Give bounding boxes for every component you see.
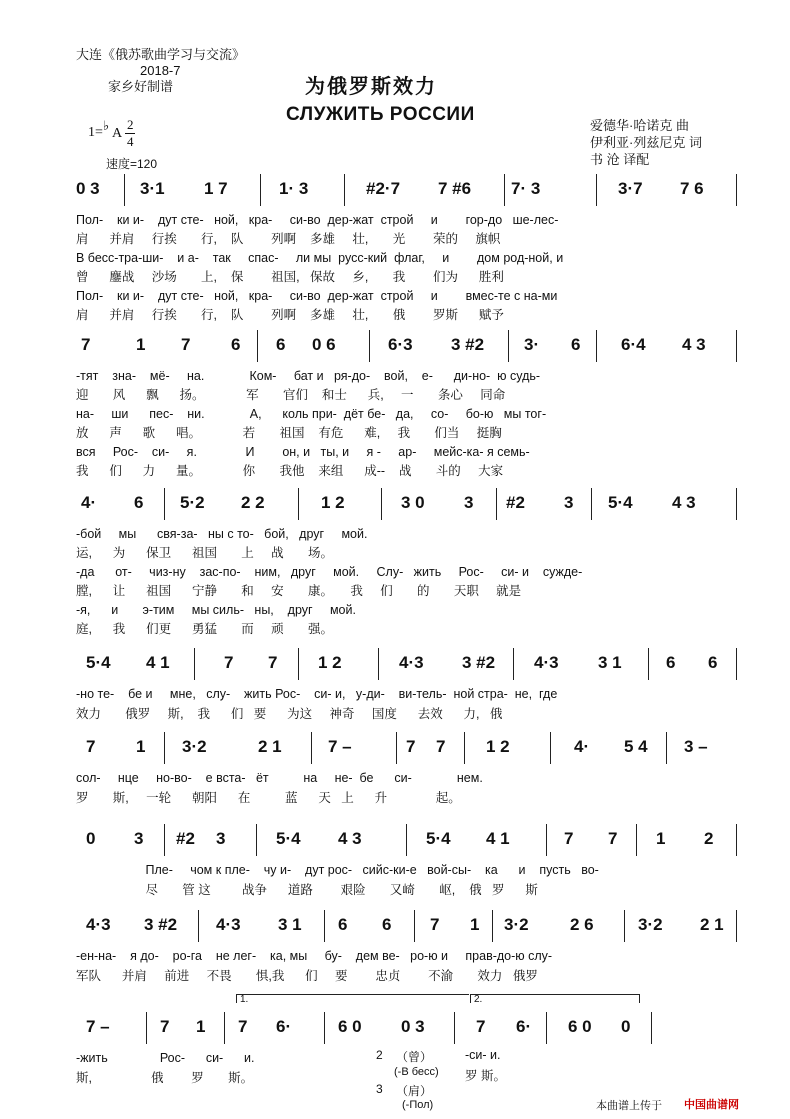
notes-row (76, 178, 746, 208)
lyric-line: Пол- ки и- дут сте- ной, кра- си-во дер-жат строй и вмес-те с на-ми (76, 289, 558, 303)
barline (256, 824, 257, 856)
note-group: 6 0 (338, 1017, 362, 1036)
barline (260, 174, 261, 206)
barline (651, 1012, 652, 1044)
note-group: #2 (176, 829, 195, 848)
note-group: 3 0 (401, 493, 425, 512)
note-group: 5·2 (180, 493, 205, 512)
note-group: 5·4 (608, 493, 633, 512)
note-group: 4· (81, 493, 97, 512)
title-chinese: 为俄罗斯效力 (305, 74, 437, 98)
note-group: #2·7 (366, 179, 401, 198)
note-group: 6·3 (388, 335, 413, 354)
lyric-line: 肩 并肩 行挨 行, 队 列啊 多雄 壮, 光 荣的 旗帜 (76, 232, 501, 246)
note-group: 1 (470, 915, 480, 934)
barline (496, 488, 497, 520)
note-group: 7 (476, 1017, 486, 1036)
barline (124, 174, 125, 206)
lyric-line: на- ши пес- ни. А, коль при- дёт бе- да, со- бо-ю мы тог- (76, 407, 547, 421)
note-group: 7 (81, 335, 91, 354)
second-ending-label: 2. (474, 994, 483, 1005)
note-group: 5·4 (276, 829, 301, 848)
note-group: 2 1 (258, 737, 282, 756)
barline (369, 330, 370, 362)
note-group: 6 (276, 335, 286, 354)
barline (381, 488, 382, 520)
barline (324, 1012, 325, 1044)
note-group: 6 (134, 493, 144, 512)
note-group: 7 (564, 829, 574, 848)
barline (198, 910, 199, 942)
ending2-lyric-cn: 罗 斯。 (465, 1069, 506, 1083)
site-logo: 中国曲谱网 (684, 1099, 739, 1111)
barline (508, 330, 509, 362)
note-group: 1 (136, 737, 146, 756)
note-group: 3 #2 (462, 653, 496, 672)
lyric-line: 效力 俄罗 斯, 我 们 要 为这 神奇 国度 去效 力, 俄 (76, 707, 503, 721)
lyric-line: -жить Рос- си- и. (76, 1051, 255, 1065)
lyric-line: 尽 管 这 战争 道路 艰险 又崎 岖, 俄 罗 斯 (76, 883, 538, 897)
barline (550, 732, 551, 764)
translator-credit: 书 沧 译配 (590, 152, 650, 167)
barline (311, 732, 312, 764)
arranger: 家乡好制谱 (108, 79, 174, 94)
composer-credit: 爱德华·哈诺克 曲 (590, 118, 689, 133)
source-date: 2018-7 (140, 63, 181, 78)
note-group: 7 (224, 653, 234, 672)
note-group: 7 – (86, 1017, 110, 1036)
footnote-b: (-В бесс) (394, 1066, 439, 1078)
note-group: 3·7 (618, 179, 643, 198)
barline (194, 648, 195, 680)
barline (736, 910, 737, 942)
note-group: 5·4 (426, 829, 451, 848)
note-group: 7 (86, 737, 96, 756)
notes-row (76, 652, 746, 682)
note-group: 0 3 (401, 1017, 425, 1036)
note-group: 1 2 (486, 737, 510, 756)
barline (596, 330, 597, 362)
note-group: 7 (406, 737, 416, 756)
note-group: 7 (181, 335, 191, 354)
lyric-line: Пле- чом к пле- чу и- дут рос- сийс-ки-е вой-сы- ка и пусть во- (76, 863, 599, 877)
notes-row (76, 828, 746, 858)
note-group: 4 3 (682, 335, 706, 354)
note-group: 1 (196, 1017, 206, 1036)
note-group: 7 #6 (438, 179, 472, 198)
note-group: 1· 3 (279, 179, 309, 198)
barline (324, 910, 325, 942)
barline (648, 648, 649, 680)
lyric-line: -ен-на- я до- ро-га не лег- ка, мы бу- дем ве- ро-ю и прав-до-ю слу- (76, 949, 553, 963)
note-group: 6·4 (621, 335, 646, 354)
note-group: 1 2 (321, 493, 345, 512)
barline (736, 824, 737, 856)
note-group: 3 1 (278, 915, 302, 934)
barline (164, 824, 165, 856)
first-ending-label: 1. (240, 994, 249, 1005)
note-group: 7 (430, 915, 440, 934)
note-group: 3 (564, 493, 574, 512)
barline (298, 488, 299, 520)
note-group: 4·3 (534, 653, 559, 672)
note-group: 1 2 (318, 653, 342, 672)
note-group: 5 4 (624, 737, 648, 756)
barline (396, 732, 397, 764)
lyric-line: 肩 并肩 行挨 行, 队 列啊 多雄 壮, 俄 罗斯 赋予 (76, 308, 504, 322)
note-group: 6 (231, 335, 241, 354)
note-group: 2 (704, 829, 714, 848)
footnote-c: （肩） (396, 1084, 433, 1098)
lyric-line: 庭, 我 们更 勇猛 而 顽 强。 (76, 622, 333, 636)
note-group: 6 (666, 653, 676, 672)
note-group: 7· 3 (511, 179, 541, 198)
note-group: 3· (524, 335, 540, 354)
lyric-line: сол- нце но-во- е вста- ёт на не- бе си- нем. (76, 771, 483, 785)
note-group: 3·2 (504, 915, 529, 934)
note-group: 6· (516, 1017, 532, 1036)
barline (546, 1012, 547, 1044)
note-group: 3 (464, 493, 474, 512)
lyric-line: 罗 斯, 一轮 朝阳 在 蓝 天 上 升 起。 (76, 791, 461, 805)
barline (378, 648, 379, 680)
barline (298, 648, 299, 680)
barline (454, 1012, 455, 1044)
note-group: 7 (436, 737, 446, 756)
note-group: #2 (506, 493, 525, 512)
note-group: 6 (382, 915, 392, 934)
key-note: A (112, 126, 123, 141)
lyric-line: -бой мы свя-за- ны с то- бой, друг мой. (76, 527, 368, 541)
footnote-d: (-Пол) (402, 1099, 434, 1111)
note-group: 4 3 (672, 493, 696, 512)
note-group: 6 (571, 335, 581, 354)
note-group: 4 3 (338, 829, 362, 848)
footnote-number-2: 2 (376, 1048, 383, 1062)
lyric-line: 迎 风 飘 扬。 军 官们 和士 兵, 一 条心 同命 (76, 388, 506, 402)
note-group: 2 6 (570, 915, 594, 934)
title-russian: СЛУЖИТЬ РОССИИ (286, 104, 475, 125)
barline (596, 174, 597, 206)
note-group: 6· (276, 1017, 292, 1036)
notes-row (76, 736, 746, 766)
barline (736, 488, 737, 520)
lyric-line: Пол- ки и- дут сте- ной, кра- си-во дер-жат строй и гор-до ше-лес- (76, 213, 559, 227)
barline (624, 910, 625, 942)
note-group: 4 1 (146, 653, 170, 672)
note-group: 4· (574, 737, 590, 756)
lyric-line: -я, и э-тим мы силь- ны, друг мой. (76, 603, 356, 617)
note-group: 3 (216, 829, 226, 848)
note-group: 7 (608, 829, 618, 848)
barline (414, 910, 415, 942)
barline (591, 488, 592, 520)
barline (504, 174, 505, 206)
barline (146, 1012, 147, 1044)
note-group: 3·2 (638, 915, 663, 934)
note-group: 1 (656, 829, 666, 848)
note-group: 3·1 (140, 179, 165, 198)
note-group: 7 (160, 1017, 170, 1036)
time-sig-top: 2 (127, 117, 134, 132)
flat-sign: ♭ (103, 118, 110, 133)
note-group: 7 (238, 1017, 248, 1036)
notes-row (76, 492, 746, 522)
barline (257, 330, 258, 362)
footnote-number-3: 3 (376, 1082, 383, 1096)
note-group: 4·3 (216, 915, 241, 934)
lyric-line: -тят зна- мё- на. Ком- бат и ря-до- вой, е- ди-но- ю судь- (76, 369, 541, 383)
source-line-1: 大连《俄苏歌曲学习与交流》 (76, 47, 246, 62)
lyric-line: В бесс-тра-ши- и а- так спас- ли мы русс-кий флаг, и дом род-ной, и (76, 251, 564, 265)
note-group: 0 6 (312, 335, 336, 354)
note-group: 1 (136, 335, 146, 354)
note-group: 7 – (328, 737, 352, 756)
time-sig-bottom: 4 (127, 134, 134, 149)
note-group: 0 (86, 829, 96, 848)
lyric-line: 我 们 力 量。 你 我他 来组 成-- 战 斗的 大家 (76, 464, 504, 478)
barline (736, 648, 737, 680)
notes-row (76, 1016, 746, 1046)
note-group: 6 0 (568, 1017, 592, 1036)
barline (344, 174, 345, 206)
lyricist-credit: 伊利亚·列兹尼克 词 (590, 135, 702, 150)
barline (224, 1012, 225, 1044)
lyric-line: 军队 并肩 前进 不畏 惧,我 们 要 忠贞 不渝 效力 俄罗 (76, 969, 538, 983)
barline (736, 330, 737, 362)
barline (546, 824, 547, 856)
lyric-line: 曾 鏖战 沙场 上, 保 祖国, 保故 乡, 我 们为 胜利 (76, 270, 504, 284)
lyric-line: 放 声 歌 唱。 若 祖国 有危 难, 我 们当 挺胸 (76, 426, 502, 440)
note-group: 5·4 (86, 653, 111, 672)
note-group: 3 #2 (144, 915, 178, 934)
note-group: 7 (268, 653, 278, 672)
lyric-line: 斯, 俄 罗 斯。 (76, 1071, 254, 1085)
note-group: 2 2 (241, 493, 265, 512)
note-group: 4·3 (399, 653, 424, 672)
barline (513, 648, 514, 680)
note-group: 3 (134, 829, 144, 848)
notes-row (76, 914, 746, 944)
upload-note: 本曲谱上传于 (596, 1100, 662, 1112)
tempo-marking: 速度=120 (106, 157, 158, 171)
first-ending-bracket (236, 994, 469, 1003)
footnote-a: （曾） (396, 1050, 433, 1064)
barline (464, 732, 465, 764)
note-group: 6 (708, 653, 718, 672)
note-group: 6 (338, 915, 348, 934)
note-group: 7 6 (680, 179, 704, 198)
note-group: 4·3 (86, 915, 111, 934)
note-group: 2 1 (700, 915, 724, 934)
note-group: 1 7 (204, 179, 228, 198)
barline (164, 732, 165, 764)
lyric-line: -но те- бе и мне, слу- жить Рос- си- и, у-ди- ви-тель- ной стра- не, где (76, 687, 558, 701)
lyric-line: 运, 为 保卫 祖国 上 战 场。 (76, 546, 333, 560)
note-group: 3 1 (598, 653, 622, 672)
barline (406, 824, 407, 856)
note-group: 3 – (684, 737, 708, 756)
lyric-line: 膛, 让 祖国 宁静 和 安 康。 我 们 的 天职 就是 (76, 584, 522, 598)
barline (636, 824, 637, 856)
barline (736, 174, 737, 206)
barline (164, 488, 165, 520)
note-group: 0 (621, 1017, 631, 1036)
key-prefix: 1= (88, 125, 103, 140)
barline (666, 732, 667, 764)
ending2-lyric-ru: -си- и. (465, 1048, 501, 1062)
note-group: 3 #2 (451, 335, 485, 354)
note-group: 3·2 (182, 737, 207, 756)
barline (492, 910, 493, 942)
second-ending-bracket (470, 994, 640, 1003)
note-group: 0 3 (76, 179, 100, 198)
notes-row (76, 334, 746, 364)
lyric-line: вся Рос- си- я. И он, и ты, и я - ар- мейс-ка- я семь- (76, 445, 530, 459)
lyric-line: -да от- чиз-ну зас-по- ним, друг мой. Слу- жить Рос- си- и сужде- (76, 565, 583, 579)
note-group: 4 1 (486, 829, 510, 848)
